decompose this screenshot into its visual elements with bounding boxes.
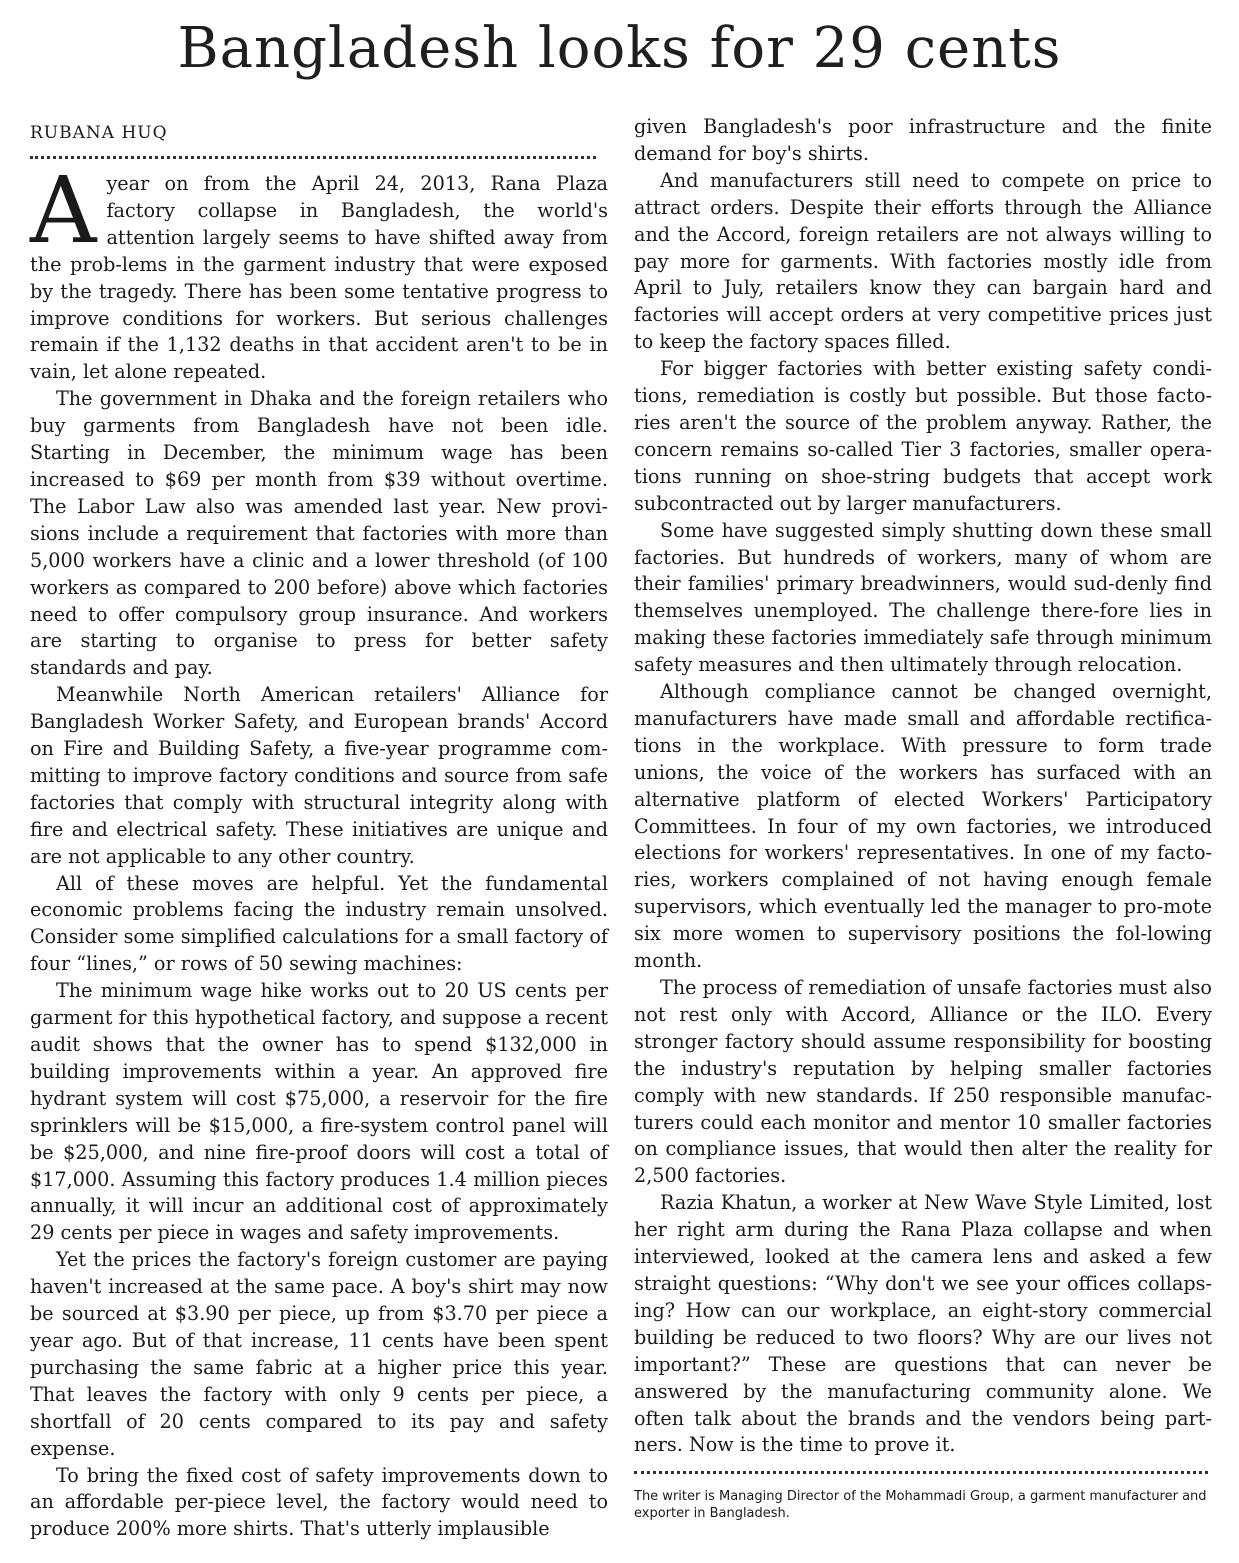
paragraph: The process of remediation of unsafe factories must also not rest only with Accord, Alliance or the ILO. Every stronger factory should assume responsibility for boosting the industry's reputation by helping smaller factories comply with new standards. If 250 responsible manufac-turers could each monitor and mentor 10 smaller factories on compliance issues, that would then alter the reality for 2,500 factories. [634, 976, 1212, 1188]
drop-cap: A [30, 157, 97, 264]
paragraph: For bigger factories with better existing safety condi-tions, remediation is costly but possible. But those facto-ries aren't the source of the problem anyway. Rather, the concern remains so-called Tier 3 factories, smaller opera-tions running on shoe-string budgets that accept work subcontracted out by larger manufacturers. [634, 357, 1212, 515]
paragraph [30, 157, 608, 386]
paragraph: All of these moves are helpful. Yet the fundamental economic problems facing the industry remain unsolved. Consider some simplified calculations for a small factory of four “lines,” or rows of 50 sewing machines: [30, 871, 608, 976]
headline: Bangladesh looks for 29 cents [177, 16, 1062, 81]
paragraph: And manufacturers still need to compete on price to attract orders. Despite their efforts through the Alliance and the Accord, foreign retailers are not always willing to pay more for garments. With factories mostly idle from April to July, retailers know they can bargain hard and factories will accept orders at very competitive prices just to keep the factory spaces filled. [634, 168, 1212, 354]
paragraph: given Bangladesh's poor infrastructure and the finite demand for boy's shirts. [634, 115, 1212, 165]
byline: RUBANA HUQ [30, 123, 168, 143]
paragraph: Some have suggested simply shutting down these small factories. But hundreds of workers, many of whom are their families' primary breadwinners, would sud-denly find themselves unemployed. The challenge there-fore lies in making these factories immediately safe through minimum safety measures and then ultimately through relocation. [634, 518, 1212, 677]
paragraph: To bring the fixed cost of safety improvements down to an affordable per-piece level, the factory would need to produce 200% more shirts. That's utterly implausible [30, 1463, 608, 1541]
paragraph: Although compliance cannot be changed overnight, manufacturers have made small and affordable rectifica-tions in the workplace. With pressure to form trade unions, the voice of the workers has surfaced with an alternative platform of elected Workers' Participatory Committees. In four of my own factories, we introduced elections for workers' representatives. In one of my facto-ries, workers complained of not having enough female supervisors, which eventually led the manager to pro-mote six more women to supervisory positions the fol-lowing month. [634, 680, 1212, 973]
author-footnote: The writer is Managing Director of the Mohammadi Group, a garment manufacturer and exporter in Bangladesh. [634, 1489, 1207, 1522]
paragraph: The minimum wage hike works out to 20 US cents per garment for this hypothetical factory, and suppose a recent audit shows that the owner has to spend $132,000 in building improvements within a year. An approved fire hydrant system will cost $75,000, a reservoir for the fire sprinklers will be $15,000, a fire-system control panel will be $25,000, and nine fire-proof doors will cost a total of $17,000. Assuming this factory produces 1.4 million pieces annually, it will incur an additional cost of approximately 29 cents per piece in wages and safety improvements. [30, 979, 608, 1245]
paragraph-text: year on from the April 24, 2013, Rana Plaza factory collapse in Bangladesh, the world's attention largely seems to have shifted away from the prob-lems in the garment industry that were exposed by the tragedy. There has been some tentative progress to improve conditions for workers. But serious challenges remain if the 1,132 deaths in that accident aren't to be in vain, let alone repeated. [30, 172, 608, 384]
byline-divider [30, 156, 596, 159]
paragraph: The government in Dhaka and the foreign retailers who buy garments from Bangladesh have not been idle. Starting in December, the minimum wage has been increased to $69 per month from $39 without overtime. The Labor Law also was amended last year. New provi-sions include a requirement that factories with more than 5,000 workers have a clinic and a lower threshold (of 100 workers as compared to 200 before) above which factories need to offer compulsory group insurance. And workers are starting to organise to press for better safety standards and pay. [30, 387, 608, 680]
paragraph: Yet the prices the factory's foreign customer are paying haven't increased at the same pace. A boy's shirt may now be sourced at $3.90 per piece, up from $3.70 per piece a year ago. But of that increase, 11 cents have been spent purchasing the same fabric at a higher price this year. That leaves the factory with only 9 cents per piece, a shortfall of 20 cents compared to its pay and safety expense. [30, 1248, 608, 1460]
left-column [30, 114, 608, 1543]
footnote-divider [634, 1471, 1208, 1474]
paragraph: Razia Khatun, a worker at New Wave Style Limited, lost her right arm during the Rana Plaza collapse and when interviewed, looked at the camera lens and asked a few straight questions: “Why don't we see your offices collaps-ing? How can our workplace, an eight-story commercial building be reduced to two floors? Why are our lives not important?” These are questions that can never be answered by the manufacturing community alone. We often talk about the brands and the vendors being part-ners. Now is the time to prove it. [634, 1191, 1212, 1457]
right-column [634, 114, 1212, 1522]
paragraph: Meanwhile North American retailers' Alliance for Bangladesh Worker Safety, and European brands' Accord on Fire and Building Safety, a five-year programme com-mitting to improve factory conditions and source from safe factories that comply with structural integrity along with fire and electrical safety. These initiatives are unique and are not applicable to any other country. [30, 683, 608, 868]
